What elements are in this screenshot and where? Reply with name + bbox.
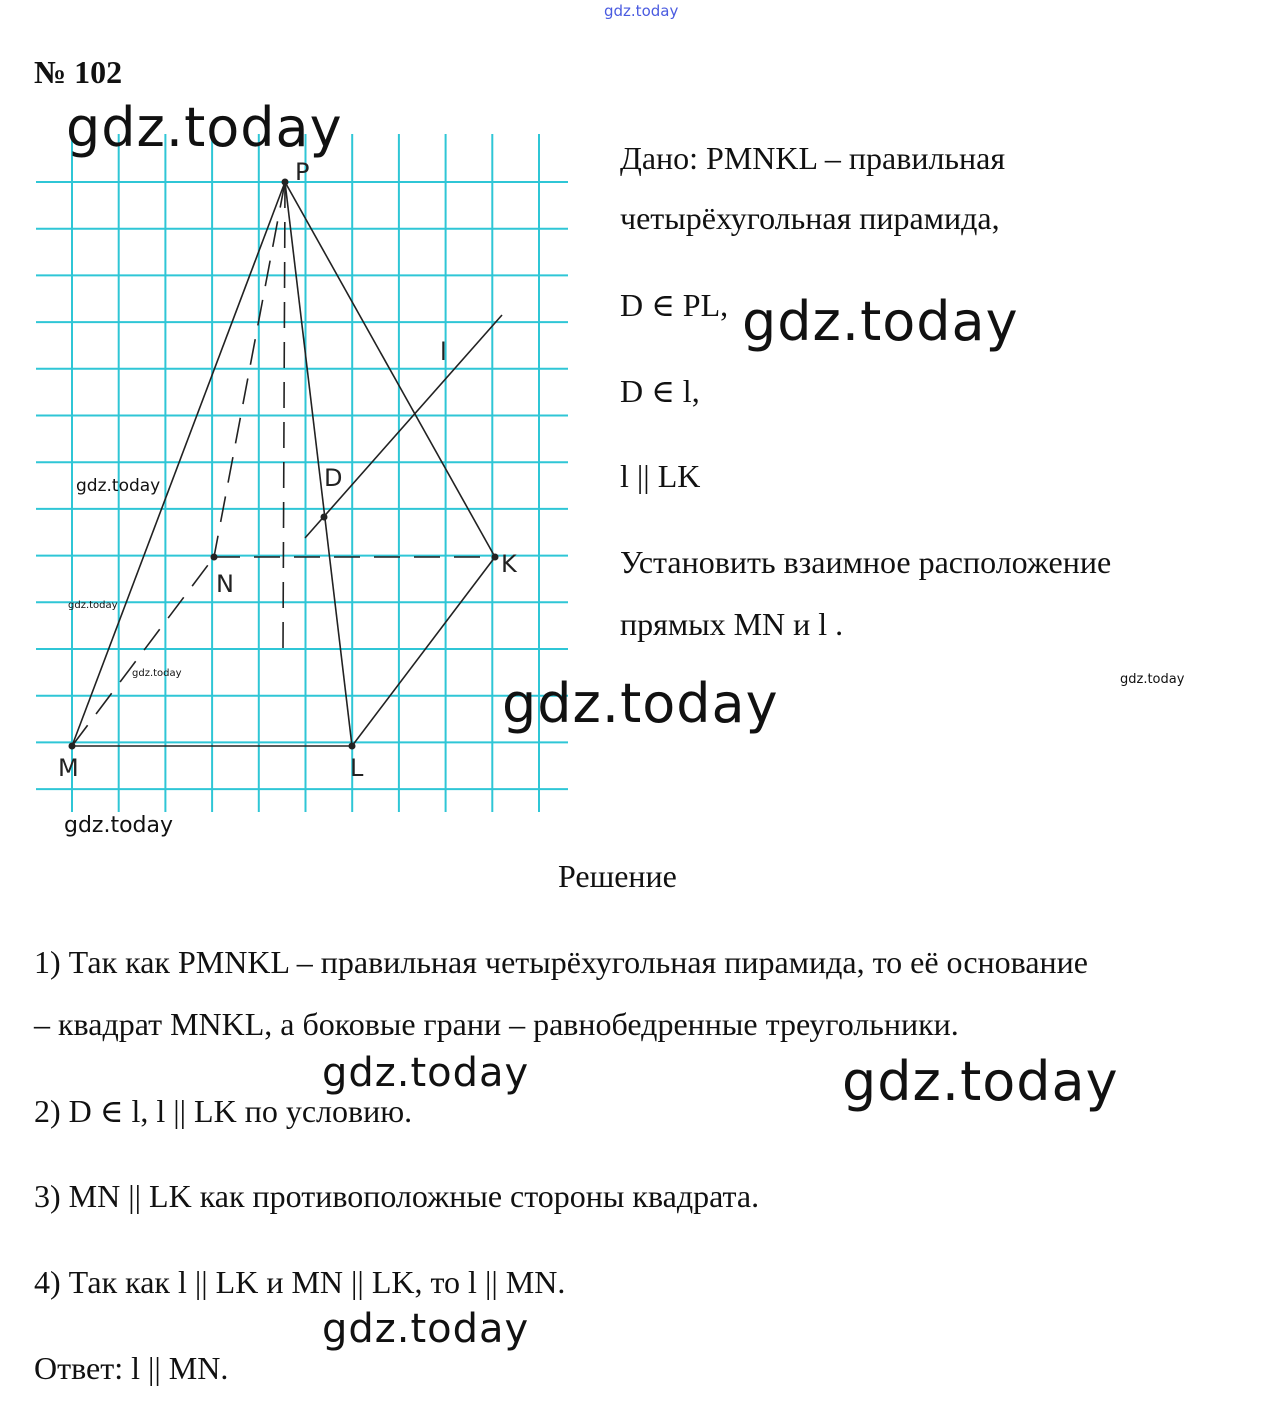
pyramid-edges: [72, 182, 502, 746]
line-l: [305, 315, 502, 538]
watermark: gdz.today: [502, 672, 779, 735]
given-line-5: l || LK: [620, 458, 701, 494]
watermark: gdz.today: [842, 1050, 1119, 1113]
solution-step-2: 2) D ∈ l, l || LK по условию.: [34, 1093, 413, 1129]
given-line-6: Установить взаимное расположение: [620, 544, 1112, 580]
point-L: [349, 743, 356, 750]
watermark: gdz.today: [132, 668, 182, 679]
problem-number: № 102: [34, 54, 123, 90]
label-l: l: [440, 338, 447, 366]
point-K: [492, 554, 499, 561]
given-line-1: Дано: PMNKL – правильная: [620, 140, 1006, 176]
watermark: gdz.today: [66, 96, 343, 159]
label-N: N: [216, 570, 234, 598]
label-K: K: [501, 550, 517, 578]
given-line-3: D ∈ PL,: [620, 287, 729, 323]
label-P: P: [295, 158, 310, 186]
answer: Ответ: l || MN.: [34, 1350, 229, 1386]
solution-title: Решение: [558, 858, 677, 894]
watermark: gdz.today: [322, 1050, 530, 1096]
solution-step-1b: – квадрат MNKL, а боковые грани – равнобедренные треугольники.: [34, 1006, 959, 1042]
watermark: gdz.today: [1120, 672, 1185, 687]
watermark: gdz.today: [742, 290, 1019, 353]
watermark: gdz.today: [322, 1306, 530, 1352]
label-M: M: [58, 754, 79, 782]
watermark: gdz.today: [64, 813, 174, 838]
point-N: [211, 554, 218, 561]
solution-step-1a: 1) Так как PMNKL – правильная четырёхугольная пирамида, то её основание: [34, 944, 1088, 980]
label-D: D: [324, 464, 343, 492]
watermark: gdz.today: [68, 600, 118, 611]
grid: [36, 134, 568, 812]
edge-LK: [352, 557, 495, 746]
point-D: [321, 514, 328, 521]
watermark-top: gdz.today: [604, 2, 679, 20]
given-line-7: прямых MN и l .: [620, 606, 844, 642]
solution-step-3: 3) MN || LK как противоположные стороны квадрата.: [34, 1178, 760, 1214]
label-L: L: [350, 754, 364, 782]
given-line-2: четырёхугольная пирамида,: [620, 200, 1000, 236]
point-M: [69, 743, 76, 750]
solution-step-4: 4) Так как l || LK и MN || LK, то l || MN.: [34, 1264, 566, 1300]
edge-PM: [72, 182, 285, 746]
edge-MN: [72, 557, 214, 746]
watermark: gdz.today: [76, 476, 161, 496]
given-line-4: D ∈ l,: [620, 373, 700, 409]
point-P: [282, 179, 289, 186]
